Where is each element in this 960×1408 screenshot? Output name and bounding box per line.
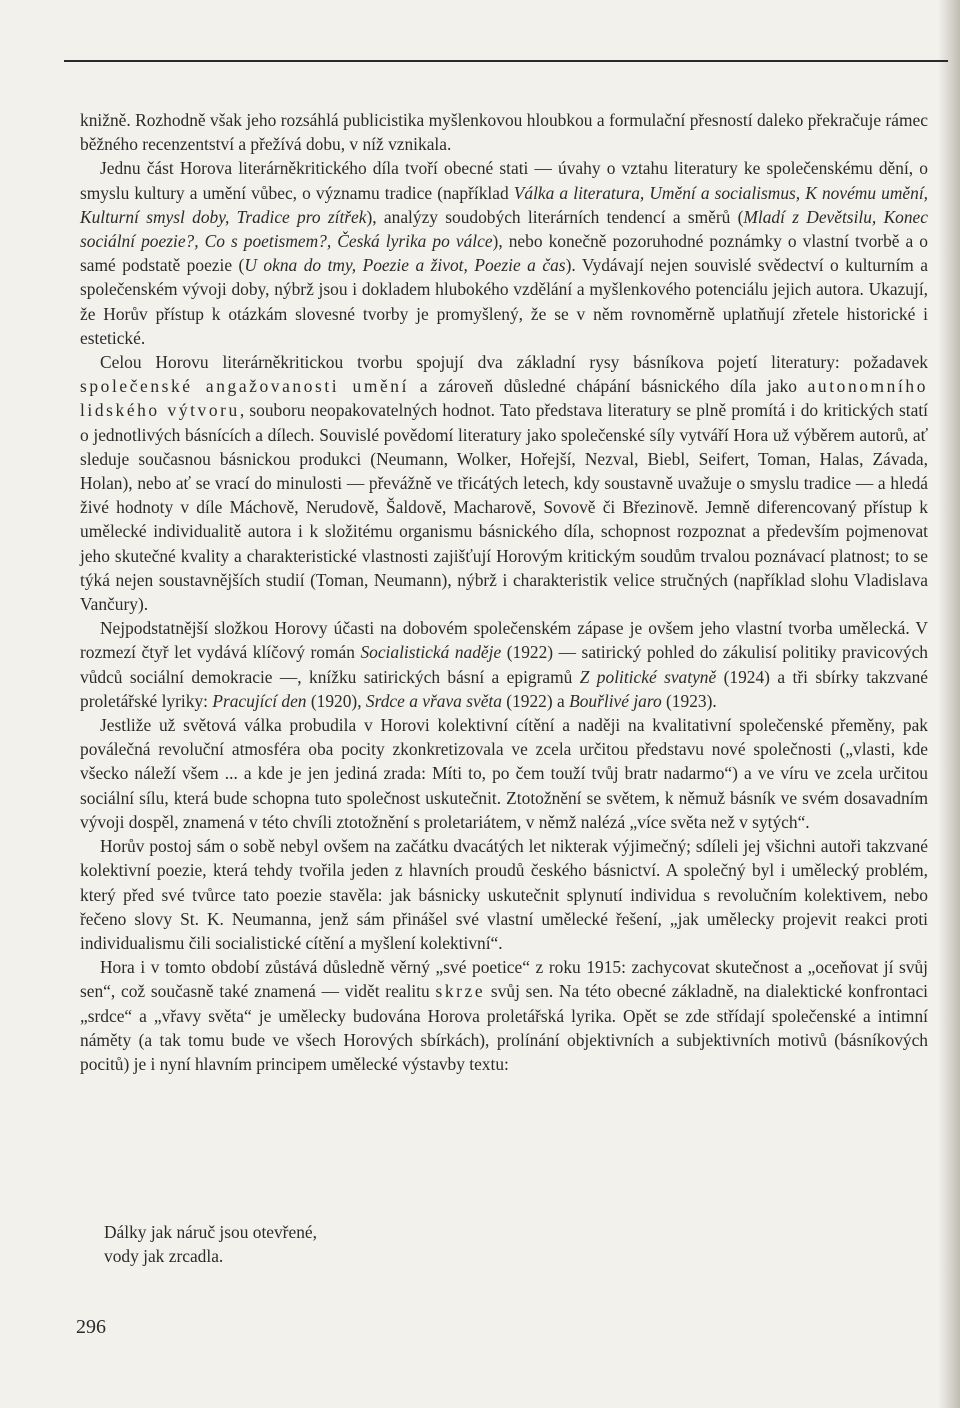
italic-title: Srdce a vřava světa [365, 690, 502, 711]
text-run: (1923). [661, 690, 717, 711]
text-run: Jestliže už světová válka probudila v Horovi kolektivní cítění a naději na kvalitativní společenské přeměny, pak poválečná revoluční atmosféra oba pocity zkonkretizovala ve zcela určitou představu nové společnosti („vlasti, kde všecko náleží všem ... a kde je jen jediná zrada: Míti to, po čem touží tvůj bratr nadarmo“) a ve víru ve zcela určitou sociální sílu, která bude schopna tuto společnost uskutečnit. Ztotožnění se světem, k němuž básník ve svém dosavadním vývoji dospěl, znamená v této chvíli ztotožnění s proletariátem, v němž nalézá „více světa než v sytých“. [80, 715, 928, 832]
paragraph [80, 834, 928, 955]
italic-title: Mladí z Devětsilu, Konec sociální poezie?, Co s poetismem?, Česká lyrika po válce [80, 206, 928, 252]
text-run: Celou Horovu literárněkritickou tvorbu spojují dva základní rysy básníkova pojetí literatury: požadavek [100, 352, 928, 373]
poem-excerpt [104, 1220, 317, 1268]
text-run: ), analýzy soudobých literárních tendencí a směrů ( [366, 206, 744, 227]
paragraph [80, 108, 928, 156]
poem-line: vody jak zrcadla. [104, 1246, 224, 1267]
text-run: (1922) a [501, 690, 570, 711]
paragraph [80, 713, 928, 834]
poem-line: Dálky jak náruč jsou otevřené, [104, 1222, 317, 1242]
page-edge-shadow [938, 0, 960, 1408]
text-run: ). Vydávají nejen souvislé svědectví o kulturním a společenském vývoji doby, nýbrž jsou i dokladem hlubokého vzdělání a myšlenkového potenciálu jejich autora. Ukazují, že Horův přístup k otázkám slovesné tvorby je promyšlený, že se v něm rovnoměrně uplatňují zřetele historické i estetické. [80, 255, 929, 348]
paragraph [80, 350, 928, 616]
italic-title: Socialistická naděje [360, 642, 502, 663]
text-run: ), nebo konečně pozoruhodné poznámky o vlastní tvorbě a o samé podstatě poezie ( [80, 231, 928, 276]
italic-title: Z politické svatyně [579, 666, 717, 687]
italic-title: Pracující den [212, 690, 307, 711]
text-run: a zároveň důsledné chápání básnického díla jako [409, 376, 808, 397]
top-rule [64, 60, 948, 62]
paragraph [80, 616, 928, 713]
italic-title: Válka a literatura, Umění a socialismus, K novému umění, Kulturní smysl doby, Tradice pro zítřek [80, 182, 928, 227]
emphasized-text: autonomního lidského výtvoru [80, 376, 928, 421]
text-run: Horův postoj sám o sobě nebyl ovšem na začátku dvacátých let nikterak výjimečný; sdíleli jej všichni autoři takzvané kolektivní poezie, která tehdy tvořila jeden z hlavních proudů českého básnictví. A společný byl i umělecký problém, který před své tvůrce tato poezie stavěla: jak básnicky uskutečnit splynutí individua s revolučním kolektivem, nebo řečeno slovy St. K. Neumanna, jenž sám přinášel své vlastní umělecké řešení, „jak umělecky projevit reakci proti individualismu čili socialistické cítění a myšlení kolektivní“. [80, 836, 928, 953]
italic-title: U okna do tmy, Poezie a život, Poezie a čas [244, 255, 566, 276]
paragraph [80, 156, 928, 350]
emphasized-text: skrze [435, 981, 486, 1002]
emphasized-text: společenské angažovanosti umění [80, 376, 409, 397]
text-run: (1920), [306, 690, 366, 711]
text-run: (1924) a tři sbírky takzvané proletářské lyriky: [80, 666, 928, 711]
italic-title: Bouřlivé jaro [569, 690, 662, 711]
body-text [80, 108, 928, 1076]
text-run: knižně. Rozhodně však jeho rozsáhlá publicistika myšlenkovou hloubkou a formulační přesností daleko překračuje rámec běžného recenzentství a přežívá dobu, v níž vznikala. [80, 110, 928, 155]
page-number: 296 [76, 1316, 106, 1338]
text-run: Nejpodstatnější složkou Horovy účasti na dobovém společenském zápase je ovšem jeho vlastní tvorba umělecká. V rozmezí čtyř let vydává klíčový román [80, 618, 928, 663]
text-run: Jednu část Horova literárněkritického díla tvoří obecné stati — úvahy o vztahu literatury ke společenskému dění, o smyslu kultury a umění vůbec, o významu tradice (například [80, 158, 928, 203]
text-run: svůj sen. Na této obecné základně, na dialektické konfrontaci „srdce“ a „vřavy světa“ je umělecky budována Horova proletářská lyrika. Opět se zde střídají společenské a intimní náměty (a tak tomu bude ve všech Horových sbírkách), prolínání objektivních a subjektivních motivů (básníkových pocitů) je i nyní hlavním principem umělecké výstavby textu: [80, 981, 929, 1074]
text-run: (1922) — satirický pohled do zákulisí politiky pravicových vůdců sociální demokracie —, knížku satirických básní a epigramů [80, 642, 928, 687]
text-run: Hora i v tomto období zůstává důsledně věrný „své poetice“ z roku 1915: zachycovat skutečnost a „oceňovat jí svůj sen“, což současně také znamená — vidět realitu [80, 957, 928, 1002]
paragraph [80, 955, 928, 1076]
text-run: , souboru neopakovatelných hodnot. Tato představa literatury se plně promítá i do kritických statí o jednotlivých básnících a dílech. Souvislé povědomí literatury jako společenské síly vytváří Hora už výběrem autorů, ať sleduje současnou básnickou produkci (Neumann, Wolker, Hořejší, Nezval, Biebl, Seifert, Toman, Halas, Závada, Holan), nebo ať se vrací do minulosti — převážně ve třicátých letech, kdy soustavně uvažuje o smyslu tradice — a hledá živé hodnoty v díle Máchově, Nerudově, Šaldově, Macharově, Sovově či Březinově. Jemně diferencovaný přístup k umělecké individualitě autora i k složitému organismu básnického díla, schopnost rozpoznat a především pojmenovat jeho skutečné kvality a charakteristické vlastnosti zajišťují Horovým kritickým soudům trvalou poznávací platnost; to se týká nejen soustavnějších studií (Toman, Neumann), nýbrž i charakteristik velice stručných (například slohu Vladislava Vančury). [80, 400, 928, 615]
